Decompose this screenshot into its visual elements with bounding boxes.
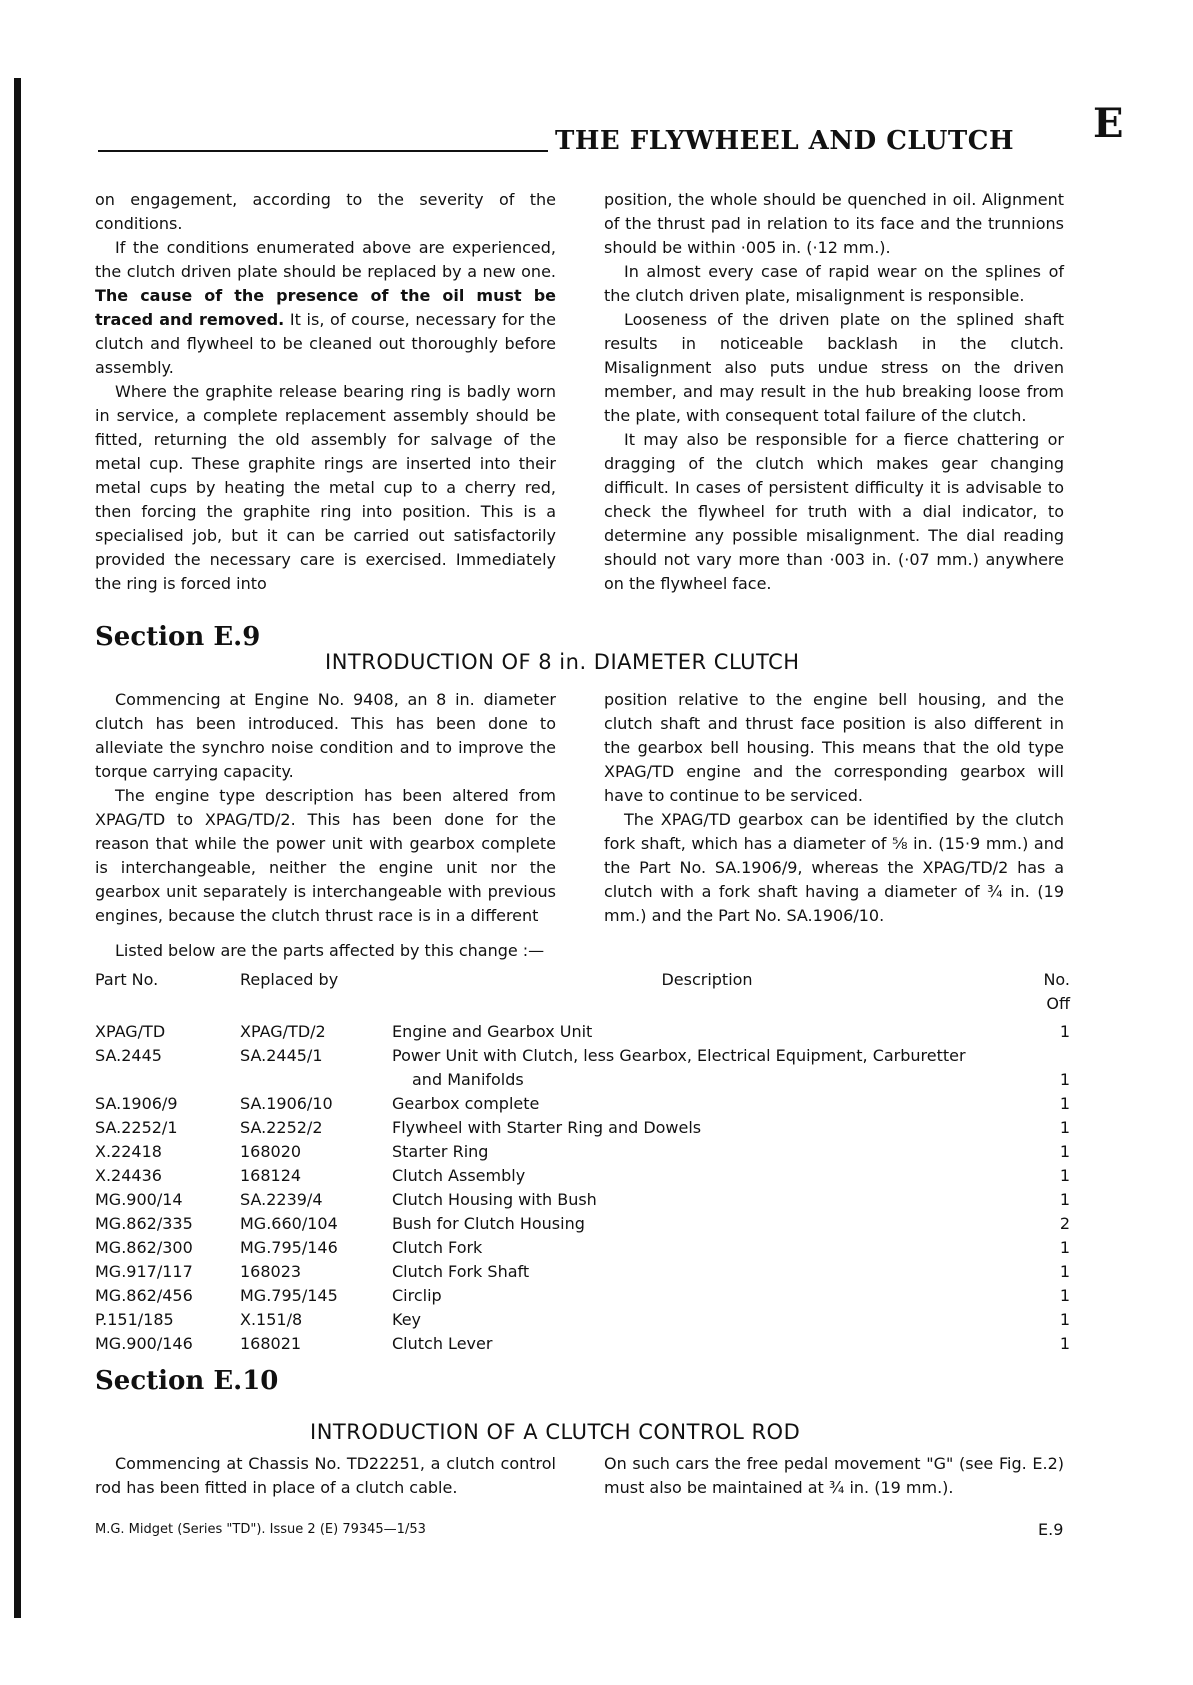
table-row: MG.862/300 MG.795/146 Clutch Fork 1: [95, 1238, 1070, 1257]
e10-left-column: [95, 1452, 556, 1500]
section-e9-title: Section E.9: [95, 622, 261, 652]
section-e10-title: Section E.10: [95, 1366, 279, 1396]
header-part-no: Part No.: [95, 970, 159, 989]
table-header-row: [95, 968, 1070, 1020]
paragraph: The XPAG/TD gearbox can be identified by the clutch fork shaft, which has a diameter of ⅝ in. (15·9 mm.) and the Part No. SA.1906/9, whereas the XPAG/TD/2 has a clutch with a fork shaft having a diameter of ¾ in. (19 mm.) and the Part No. SA.1906/10.: [604, 810, 1064, 925]
section-e10-subtitle: INTRODUCTION OF A CLUTCH CONTROL ROD: [310, 1420, 801, 1444]
table-row: SA.2252/1 SA.2252/2 Flywheel with Starter Ring and Dowels 1: [95, 1118, 1070, 1137]
table-row: MG.862/335 MG.660/104 Bush for Clutch Housing 2: [95, 1214, 1070, 1233]
table-row: MG.917/117 168023 Clutch Fork Shaft 1: [95, 1262, 1070, 1281]
parts-intro: Listed below are the parts affected by this change :—: [115, 941, 545, 960]
paragraph: Looseness of the driven plate on the splined shaft results in noticeable backlash in the clutch. Misalignment also puts undue stress on the driven member, and may result in the hub breaking loose from the plate, with consequent total failure of the clutch.: [604, 310, 1064, 425]
header-rule: [98, 150, 548, 152]
paragraph: Commencing at Engine No. 9408, an 8 in. diameter clutch has been introduced. This has been done to alleviate the synchro noise condition and to improve the torque carrying capacity.: [95, 690, 556, 781]
footer-publication: M.G. Midget (Series "TD"). Issue 2 (E) 79345—1/53: [95, 1522, 426, 1537]
top-left-column: [95, 188, 556, 596]
paragraph: In almost every case of rapid wear on the splines of the clutch driven plate, misalignment is responsible.: [604, 262, 1064, 305]
table-row: P.151/185 X.151/8 Key 1: [95, 1310, 1070, 1329]
binding-margin-bar: [14, 78, 21, 1618]
paragraph: On such cars the free pedal movement "G" (see Fig. E.2) must also be maintained at ¾ in. (19 mm.).: [604, 1454, 1064, 1497]
paragraph: position relative to the engine bell housing, and the clutch shaft and thrust face position is also different in the gearbox bell housing. This means that the old type XPAG/TD engine and the corresponding gearbox will have to continue to be serviced.: [604, 690, 1064, 805]
page-header-title: THE FLYWHEEL AND CLUTCH: [555, 126, 1015, 156]
table-row: X.24436 168124 Clutch Assembly 1: [95, 1166, 1070, 1185]
page-number: E.9: [1038, 1520, 1064, 1539]
top-right-column: [604, 188, 1064, 596]
table-row: MG.862/456 MG.795/145 Circlip 1: [95, 1286, 1070, 1305]
paragraph: If the conditions enumerated above are experienced, the clutch driven plate should be replaced by a new one. The cause of the presence of the oil must be traced and removed. It is, of course, necessary for the clutch and flywheel to be cleaned out thoroughly before assembly.: [95, 238, 557, 377]
table-row: X.22418 168020 Starter Ring 1: [95, 1142, 1070, 1161]
paragraph: Where the graphite release bearing ring is badly worn in service, a complete replacement assembly should be fitted, returning the old assembly for salvage of the metal cup. These graphite rings are inserted into their metal cups by heating the metal cup to a cherry red, then forcing the graphite ring into position. This is a specialised job, but it can be carried out satisfactorily provided the necessary care is exercised. Immediately the ring is forced into: [95, 382, 556, 593]
emphasis-text: The cause of the presence of the oil must be traced and removed.: [95, 286, 556, 329]
paragraph: The engine type description has been altered from XPAG/TD to XPAG/TD/2. This has been done for the reason that while the power unit with gearbox complete is interchangeable, neither the engine unit nor the gearbox unit separately is interchangeable with previous engines, because the clutch thrust race is in a different: [95, 786, 556, 925]
section-e9-subtitle: INTRODUCTION OF 8 in. DIAMETER CLUTCH: [325, 650, 800, 674]
header-description: Description: [661, 970, 753, 989]
header-no-off: No. Off: [1043, 970, 1070, 1013]
paragraph: on engagement, according to the severity of the conditions.: [95, 190, 556, 233]
e9-right-column: [604, 688, 1064, 928]
e9-left-column: [95, 688, 556, 928]
table-row: SA.2445 SA.2445/1 Power Unit with Clutch, less Gearbox, Electrical Equipment, Carburetter and Manifolds 1: [95, 1046, 1070, 1089]
e10-right-column: [604, 1452, 1064, 1500]
table-row: SA.1906/9 SA.1906/10 Gearbox complete 1: [95, 1094, 1070, 1113]
parts-table: [95, 968, 1070, 1356]
table-row: MG.900/146 168021 Clutch Lever 1: [95, 1334, 1070, 1353]
section-letter: E: [1093, 100, 1124, 147]
table-row: MG.900/14 SA.2239/4 Clutch Housing with Bush 1: [95, 1190, 1070, 1209]
header-replaced-by: Replaced by: [240, 970, 339, 989]
paragraph: position, the whole should be quenched in oil. Alignment of the thrust pad in relation to its face and the trunnions should be within ·005 in. (·12 mm.).: [604, 190, 1064, 257]
paragraph: Commencing at Chassis No. TD22251, a clutch control rod has been fitted in place of a clutch cable.: [95, 1454, 556, 1497]
paragraph: It may also be responsible for a fierce chattering or dragging of the clutch which makes gear changing difficult. In cases of persistent difficulty it is advisable to check the flywheel for truth with a dial indicator, to determine any possible misalignment. The dial reading should not vary more than ·003 in. (·07 mm.) anywhere on the flywheel face.: [604, 430, 1064, 593]
table-row: XPAG/TD XPAG/TD/2 Engine and Gearbox Unit 1: [95, 1022, 1070, 1041]
